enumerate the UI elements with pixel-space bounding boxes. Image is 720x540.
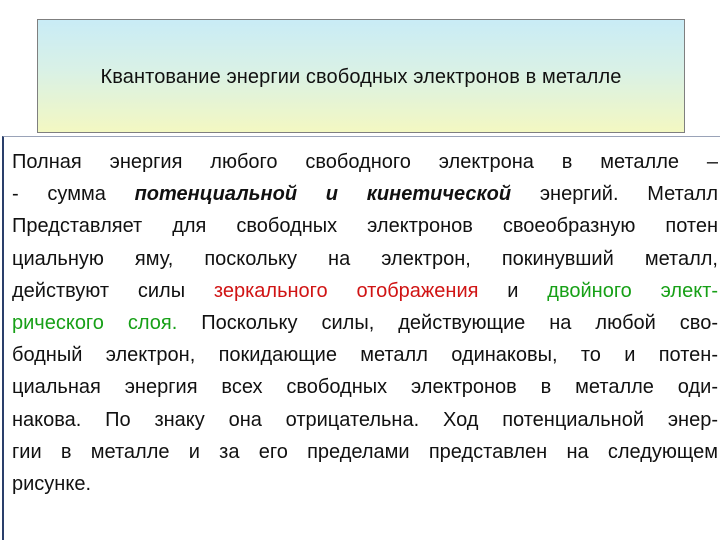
term-double-layer-part2: рического слоя. [12,311,178,334]
text-frame [2,136,720,540]
title-banner [37,19,685,133]
body-line-2-start: - сумма [12,183,135,206]
body-line-11: рисунке. [12,472,91,495]
body-line-7: бодный электрон, покидающие металл одинаковы, то и потен- [12,344,718,367]
body-line-5 [12,275,718,307]
body-line-1: Полная энергия любого свободного электрона в металле – [12,151,718,173]
body-line-3: Представляет для свободных электронов своеобразную потен [12,215,718,238]
body-line-9: накова. По знаку она отрицательна. Ход потенциальной энер- [12,408,718,431]
body-line-6 [12,307,718,339]
body-line-2 [12,178,718,210]
body-paragraph [12,146,718,500]
term-double-layer-part1: двойного элект- [547,279,718,302]
body-line-8: циальная энергия всех свободных электронов в металле оди- [12,376,718,399]
body-line-2-end: энергий. Металл [511,183,718,206]
body-line-5-start: действуют силы [12,279,214,302]
emphasis-potential-kinetic: потенциальной и кинетической [134,183,512,206]
slide-title: Квантование энергии свободных электронов в металле [100,65,622,88]
body-line-10: гии в металле и за его пределами представлен на следующем [12,440,718,463]
body-line-4: циальную яму, поскольку на электрон, покинувший металл, [12,247,718,270]
body-line-5-mid: и [478,279,548,302]
term-mirror-image: зеркального отображения [213,279,479,302]
body-line-6-end: Поскольку силы, действующие на любой сво- [177,311,718,334]
